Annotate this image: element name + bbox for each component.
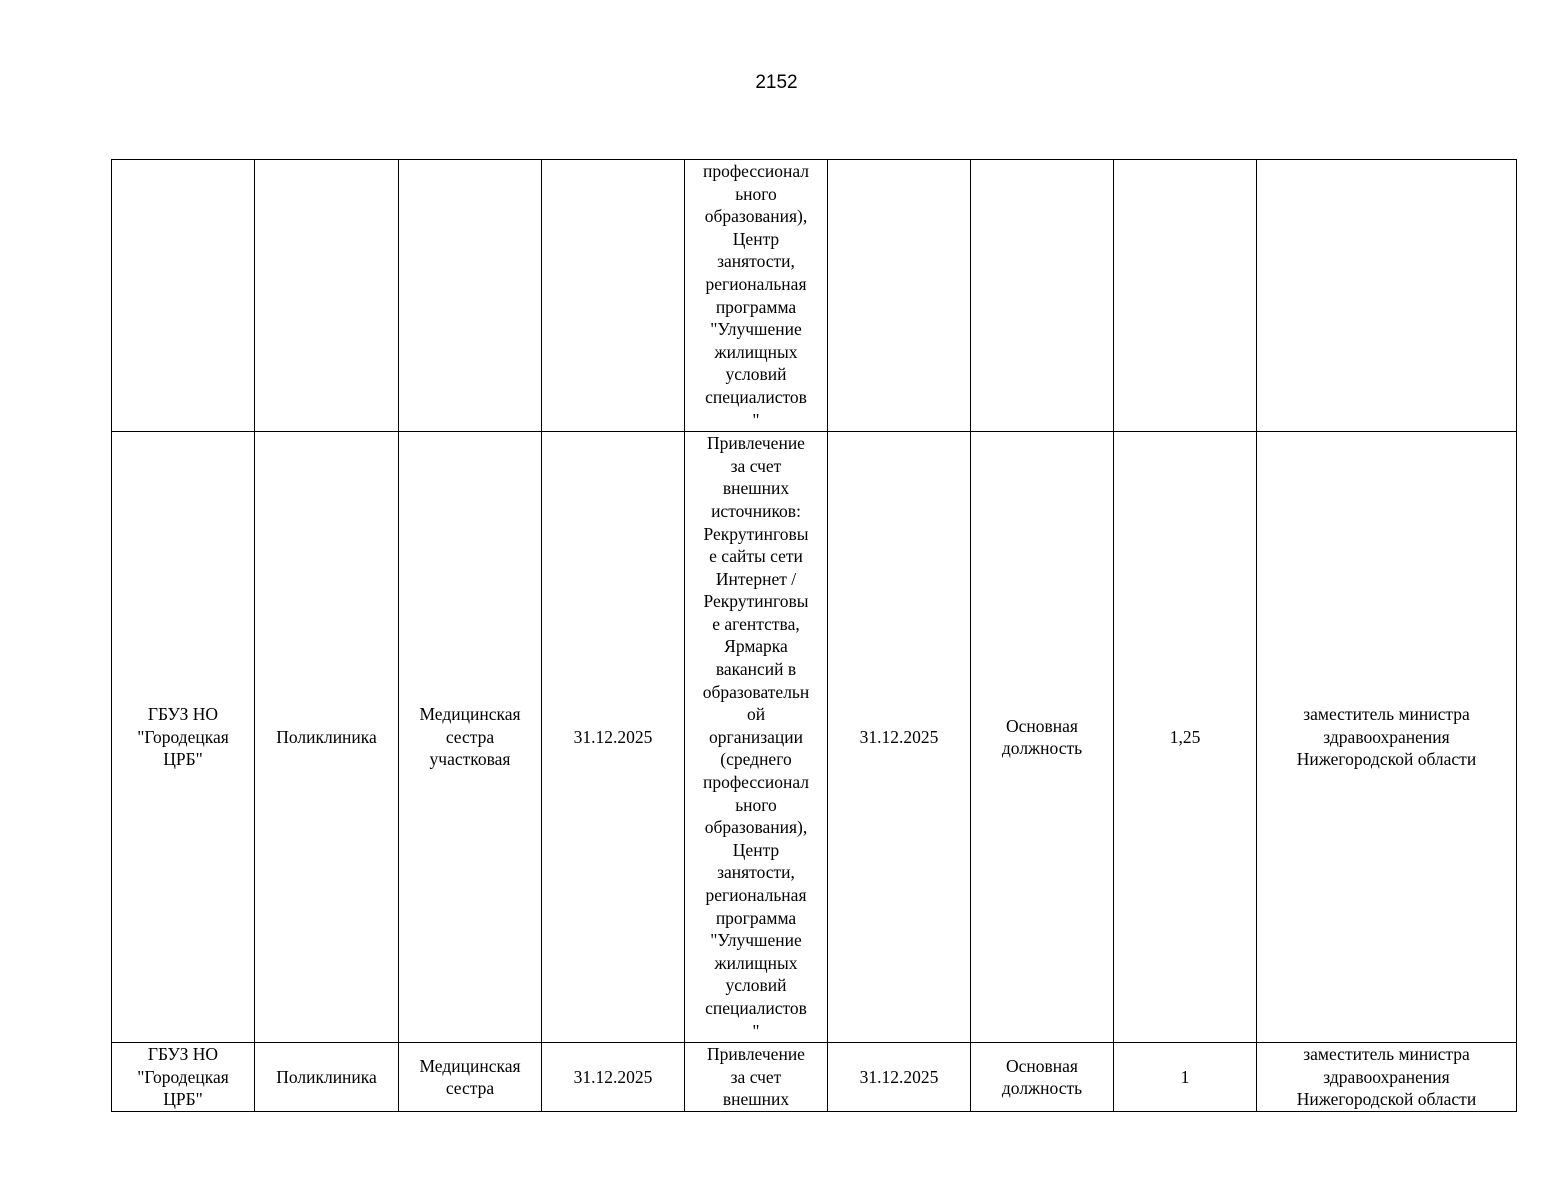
text-line: занятости, <box>717 251 795 272</box>
text-line: Медицинская <box>419 704 521 725</box>
text-line: (среднего <box>720 749 792 770</box>
text-line: "Городецкая <box>137 1066 229 1087</box>
text-line: программа <box>715 296 797 317</box>
text-line: ЦРБ" <box>163 1089 203 1110</box>
cell-employment-type <box>971 1043 1114 1112</box>
text-line: Основная <box>1006 715 1078 736</box>
cell-responsible <box>1257 160 1517 432</box>
text-line: "Улучшение <box>710 319 802 340</box>
text-line: за счет <box>730 1066 782 1087</box>
text-line: е сайты сети <box>709 546 803 567</box>
text-line: внешних <box>722 478 790 499</box>
text-line: "Городецкая <box>137 726 229 747</box>
text-line: региональная <box>705 273 807 294</box>
text-line: региональная <box>705 885 807 905</box>
text-line: должность <box>1001 1078 1083 1099</box>
text-line: жилищных <box>714 952 798 973</box>
text-line: участковая <box>429 749 511 770</box>
text-line: программа <box>715 907 797 928</box>
text-line: занятости, <box>717 862 795 883</box>
text-line: Центр <box>732 228 780 249</box>
table-row <box>112 160 1517 432</box>
text-line: Медицинская <box>419 1055 521 1076</box>
cell-date-end: 31.12.2025 <box>828 1043 971 1112</box>
text-line: ьного <box>735 183 777 204</box>
text-line: источников: <box>711 500 801 521</box>
cell-source <box>685 160 828 432</box>
text-line: вакансий в <box>715 659 797 680</box>
cell-responsible <box>1257 1043 1517 1112</box>
text-line: Нижегородской области <box>1296 749 1477 770</box>
text-line: заместитель министра <box>1303 704 1470 725</box>
text-line: профессионал <box>702 161 810 181</box>
text-line: Ярмарка <box>724 636 788 657</box>
text-line: специалистов <box>705 386 807 407</box>
page-number: 2152 <box>755 72 798 93</box>
cell-department <box>255 160 399 432</box>
text-line: сестра <box>445 726 495 747</box>
text-line: " <box>752 1020 760 1041</box>
cell-institution <box>112 1043 255 1112</box>
text-line: образования), <box>704 817 808 838</box>
staffing-table <box>111 159 1517 1112</box>
text-line: условий <box>725 364 787 385</box>
cell-responsible <box>1257 432 1517 1043</box>
text-line: ГБУЗ НО <box>147 1044 219 1065</box>
text-line: Основная <box>1006 1055 1078 1076</box>
cell-source <box>685 432 828 1043</box>
text-line: профессионал <box>702 772 810 793</box>
cell-department: Поликлиника <box>255 432 399 1043</box>
cell-position <box>399 432 542 1043</box>
cell-position <box>399 160 542 432</box>
text-line: организации <box>709 726 803 747</box>
cell-date-end <box>828 160 971 432</box>
text-line: здравоохранения <box>1323 1066 1450 1087</box>
text-line: "Улучшение <box>710 930 802 951</box>
text-line: сестра <box>445 1078 495 1099</box>
cell-position <box>399 1043 542 1112</box>
text-line: образования), <box>704 206 808 227</box>
text-line: ГБУЗ НО <box>147 704 219 725</box>
text-line: внешних <box>722 1089 790 1110</box>
text-line: ЦРБ" <box>163 749 203 770</box>
cell-date-start <box>542 160 685 432</box>
cell-rate: 1 <box>1114 1043 1257 1112</box>
text-line: жилищных <box>714 341 798 362</box>
text-line: Привлечение <box>707 433 805 454</box>
text-line: Центр <box>732 839 780 860</box>
table-row <box>112 432 1517 1043</box>
text-line: условий <box>725 975 787 996</box>
text-line: " <box>752 409 760 430</box>
text-line: Рекрутинговы <box>703 523 809 544</box>
cell-rate <box>1114 160 1257 432</box>
text-line: Рекрутинговы <box>703 591 809 612</box>
cell-source <box>685 1043 828 1112</box>
text-line: Интернет / <box>715 568 797 589</box>
text-line: специалистов <box>705 997 807 1018</box>
text-line: образовательн <box>702 681 810 702</box>
cell-date-end: 31.12.2025 <box>828 432 971 1043</box>
cell-employment-type <box>971 160 1114 432</box>
cell-date-start: 31.12.2025 <box>542 432 685 1043</box>
text-line: заместитель министра <box>1303 1044 1470 1065</box>
cell-rate: 1,25 <box>1114 432 1257 1043</box>
text-line: Привлечение <box>707 1044 805 1065</box>
cell-institution <box>112 432 255 1043</box>
cell-date-start: 31.12.2025 <box>542 1043 685 1112</box>
text-line: ой <box>746 704 766 725</box>
text-line: за счет <box>730 455 782 476</box>
table-row <box>112 1043 1517 1112</box>
text-line: ьного <box>735 794 777 815</box>
text-line: должность <box>1001 738 1083 759</box>
text-line: Нижегородской области <box>1296 1089 1477 1110</box>
text-line: здравоохранения <box>1323 726 1450 747</box>
text-line: е агентства, <box>712 613 800 634</box>
cell-department: Поликлиника <box>255 1043 399 1112</box>
cell-employment-type <box>971 432 1114 1043</box>
cell-institution <box>112 160 255 432</box>
